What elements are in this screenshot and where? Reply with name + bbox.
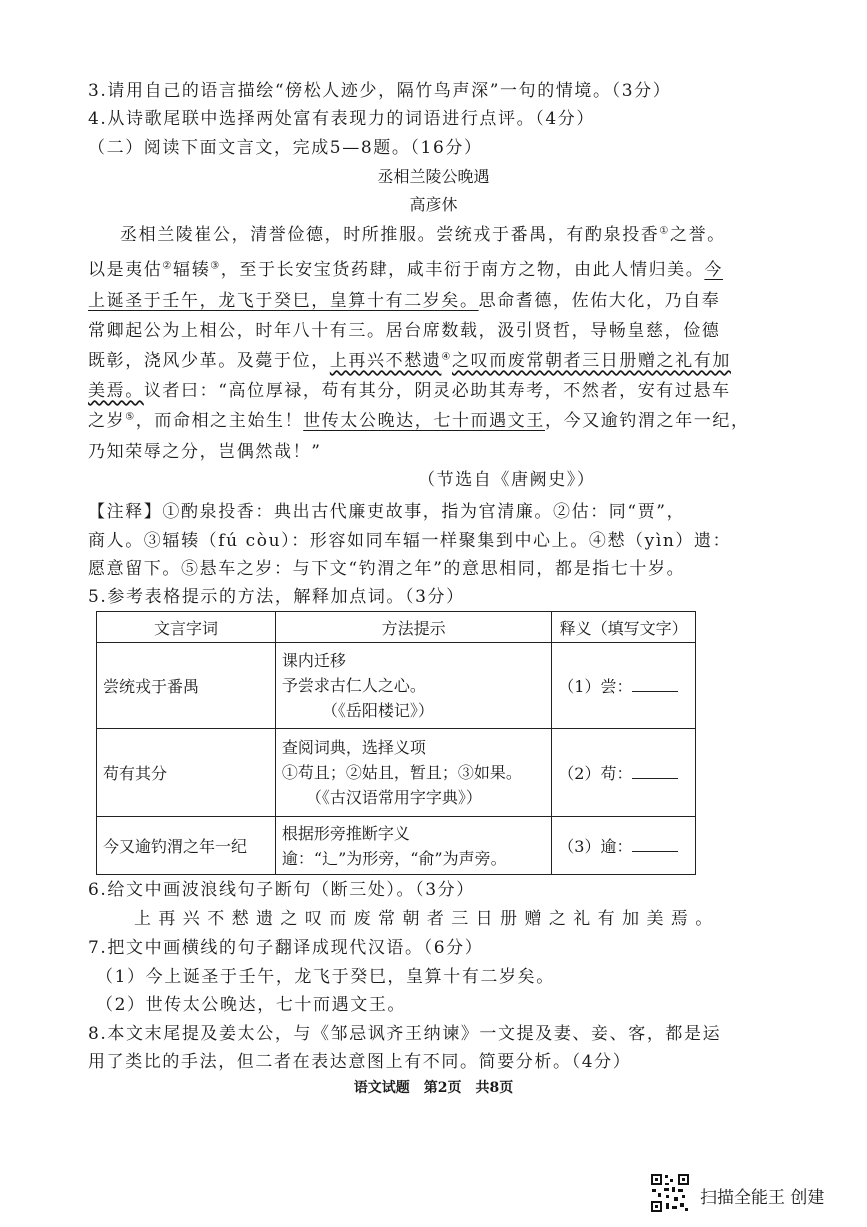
question-4: 4.从诗歌尾联中选择两处富有表现力的词语进行点评。（4分） [88,109,595,129]
answer-blank[interactable] [632,762,678,779]
question-8: 8.本文末尾提及姜太公，与《邹忌讽齐王纳谏》一文提及妻、妾、客，都是运 [88,1024,722,1044]
question-5: 5.参考表格提示的方法，解释加点词。（3分） [88,587,465,607]
footnote-marker: ⑤ [125,411,136,423]
footnote-marker: ② [162,260,173,272]
note-line: 愿意留下。⑤悬车之岁：与下文“钓渭之年”的意思相同，都是指七十岁。 [88,559,686,579]
method-cell: 根据形旁推断字义 逾：“辶”为形旁，“俞”为声旁。 [275,817,551,875]
underlined-sentence: 世传太公晚达，七十而遇文王 [303,411,545,431]
table-row [97,729,696,817]
passage-line: 丞相兰陵崔公，清誉俭德，时所推服。尝统戎于番禺，有酌泉投香①之誉。 [120,225,726,245]
page-footer: 语文试题 第2页 共8页 [353,1080,514,1096]
table-header: 文言字词 [97,612,276,643]
wavy-underlined-sentence: 美焉。 [88,381,144,401]
question-3: 3.请用自己的语言描绘“傍松人迹少，隔竹鸟声深”一句的情境。（3分） [88,81,672,101]
passage-line: 既彰，浇风少革。及薨于位，上再兴不慭遗④之叹而废常朝者三日册赠之礼有加 [88,351,731,371]
underlined-sentence: 今 [704,260,723,280]
method-cell: 查阅词典，选择义项 ①苟且；②姑且，暂且；③如果。 （《古汉语常用字字典》） [275,729,551,817]
footnote-marker: ④ [441,351,452,363]
table-header-row [97,612,696,643]
punctuation-sentence: 上 再 兴 不 慭 遗 之 叹 而 废 常 朝 者 三 日 册 赠 之 礼 有 加 美 焉 。 [134,909,714,929]
footnote-marker: ① [659,225,670,237]
translate-sentence-2: （2）世传太公晚达，七十而遇文王。 [96,995,407,1015]
answer-blank[interactable] [632,675,678,692]
wavy-underlined-sentence: 之叹而废常朝者三日册赠之礼有加 [452,351,731,371]
word-cell: 尝统戎于番禺 [97,643,276,729]
method-table [96,611,696,875]
word-cell: 今又逾钓渭之年一纪 [97,817,276,875]
qr-code-icon [650,1173,690,1213]
passage-line: 之岁⑤，而命相之主始生！世传太公晚达，七十而遇文王，今又逾钓渭之年一纪， [88,411,750,431]
section-heading: （二）阅读下面文言文，完成5—8题。（16分） [88,138,483,158]
note-line: 【注释】①酌泉投香：典出古代廉吏故事，指为官清廉。②估：同“贾”， [88,502,686,522]
underlined-sentence: 上诞圣于壬午，龙飞于癸巳，皇算十有二岁矣。 [88,291,479,311]
question-8-cont: 用了类比的手法，但二者在表达意图上有不同。简要分析。（4分） [88,1052,632,1072]
passage-line: 常卿起公为上相公，时年八十有三。居台席数载，汲引贤哲，导畅皇慈，俭德 [88,321,721,341]
table-header: 释义（填写文字） [552,612,696,643]
answer-cell: （1）尝： [552,643,696,729]
translate-sentence-1: （1）今上诞圣于壬午，龙飞于癸巳，皇算十有二岁矣。 [96,967,555,987]
answer-blank[interactable] [632,835,678,852]
footnote-marker: ③ [210,260,221,272]
passage-line: 上诞圣于壬午，龙飞于癸巳，皇算十有二岁矣。思命耆德，佐佑大化，乃自奉 [88,291,721,311]
note-line: 商人。③辐辏（fú còu）：形容如同车辐一样聚集到中心上。④慭（yìn）遗： [88,531,732,551]
passage-line: 以是夷估②辐辏③，至于长安宝货药肆，咸丰衍于南方之物，由此人情归美。今 [88,260,723,280]
table-row [97,817,696,875]
wavy-underlined-sentence: 上再兴不慭遗 [329,351,442,371]
passage-line: 乃知荣辱之分，岂偶然哉！” [88,442,322,462]
passage-author: 高彦休 [409,195,458,214]
passage-source: （节选自《唐阙史》） [418,470,596,490]
table-row [97,643,696,729]
table-header: 方法提示 [275,612,551,643]
method-cell: 课内迁移 予尝求古仁人之心。 （《岳阳楼记》） [275,643,551,729]
answer-cell: （3）逾： [552,817,696,875]
answer-cell: （2）苟： [552,729,696,817]
word-cell: 苟有其分 [97,729,276,817]
passage-line: 美焉。议者曰：“高位厚禄，苟有其分，阴灵必助其寿考，不然者，安有过悬车 [88,381,731,401]
passage-title: 丞相兰陵公晚遇 [377,167,490,186]
question-7: 7.把文中画横线的句子翻译成现代汉语。（6分） [88,938,484,958]
question-6: 6.给文中画波浪线句子断句（断三处）。（3分） [88,880,475,900]
scanner-watermark: 扫描全能王 创建 [700,1188,825,1208]
